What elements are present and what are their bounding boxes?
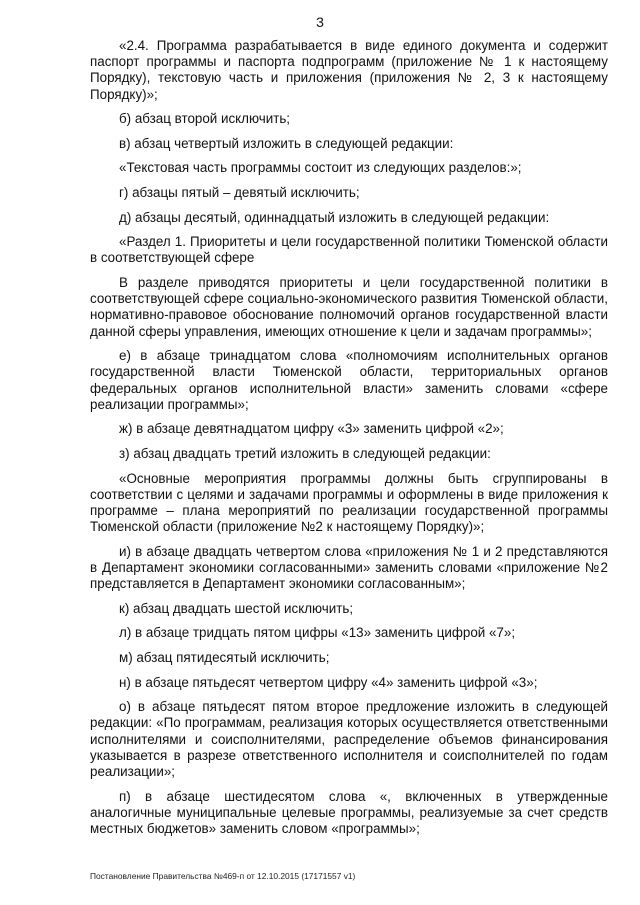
paragraph-v: в) абзац четвертый изложить в следующей редакции: xyxy=(119,135,454,151)
paragraph-d: д) абзацы десятый, одиннадцатый изложить в следующей редакции: xyxy=(119,209,550,225)
paragraph-p: п) в абзаце шестидесятом слова «, включенных в утвержденные аналогичные муниципальные целевые программы, реализуемые за счет средств местных бюджетов» заменить словом «программы»; xyxy=(90,788,608,836)
paragraph-zh: ж) в абзаце девятнадцатом цифру «3» заменить цифрой «2»; xyxy=(119,421,504,437)
paragraph-g: г) абзацы пятый – девятый исключить; xyxy=(119,184,360,200)
paragraph-z: з) абзац двадцать третий изложить в следующей редакции: xyxy=(119,445,491,461)
document-footer: Постановление Правительства №469-п от 12.10.2015 (17171557 v1) xyxy=(90,871,356,881)
paragraph-i: и) в абзаце двадцать четвертом слова «приложения № 1 и 2 представляются в Департамент экономики согласованными» заменить словами «приложение №2 представляется в Департамент экономики согласованным»; xyxy=(90,543,608,592)
page-number: 3 xyxy=(316,14,324,30)
document-body xyxy=(90,38,608,846)
paragraph-m: м) абзац пятидесятый исключить; xyxy=(119,649,330,665)
paragraph-l: л) в абзаце тридцать пятом цифры «13» заменить цифрой «7»; xyxy=(119,625,516,641)
paragraph-section-1: «Раздел 1. Приоритеты и цели государственной политики Тюменской области в соответствующей сфере xyxy=(90,234,608,266)
paragraph-n: н) в абзаце пятьдесят четвертом цифру «4» заменить цифрой «3»; xyxy=(119,674,538,690)
paragraph-section-1-body: В разделе приводятся приоритеты и цели государственной политики в соответствующей сфере социально-экономического развития Тюменской области, нормативно-правовое обоснование полномочий органов государственной власти данной сферы управления, имеющих отношение к цели и задачам программы»; xyxy=(90,274,608,339)
paragraph-k: к) абзац двадцать шестой исключить; xyxy=(119,600,354,616)
paragraph-text-part: «Текстовая часть программы состоит из следующих разделов:»; xyxy=(119,160,522,176)
paragraph-b: б) абзац второй исключить; xyxy=(119,111,291,127)
paragraph-2-4: «2.4. Программа разрабатывается в виде единого документа и содержит паспорт программы и паспорта подпрограмм (приложение № 1 к настоящему Порядку), текстовую часть и приложения (приложения № 2, 3 к настоящему Порядку)»; xyxy=(90,38,608,102)
paragraph-e: е) в абзаце тринадцатом слова «полномочиям исполнительных органов государственной власти Тюменской области, территориальных органов федеральных органов исполнительной власти» заменить словами «сфере реализации программы»; xyxy=(90,348,608,412)
paragraph-main-activities: «Основные мероприятия программы должны быть сгруппированы в соответствии с целями и задачами программы и оформлены в виде приложения к программе – плана мероприятий по реализации государственной программы Тюменской области (приложение №2 к настоящему Порядку)»; xyxy=(90,470,608,535)
paragraph-o: о) в абзаце пятьдесят пятом второе предложение изложить в следующей редакции: «По программам, реализация которых осуществляется ответственными исполнителями и соисполнителями, распределение объемов финансирования указывается в разрезе ответственного исполнителя и соисполнителей по годам реализации»; xyxy=(90,699,608,779)
